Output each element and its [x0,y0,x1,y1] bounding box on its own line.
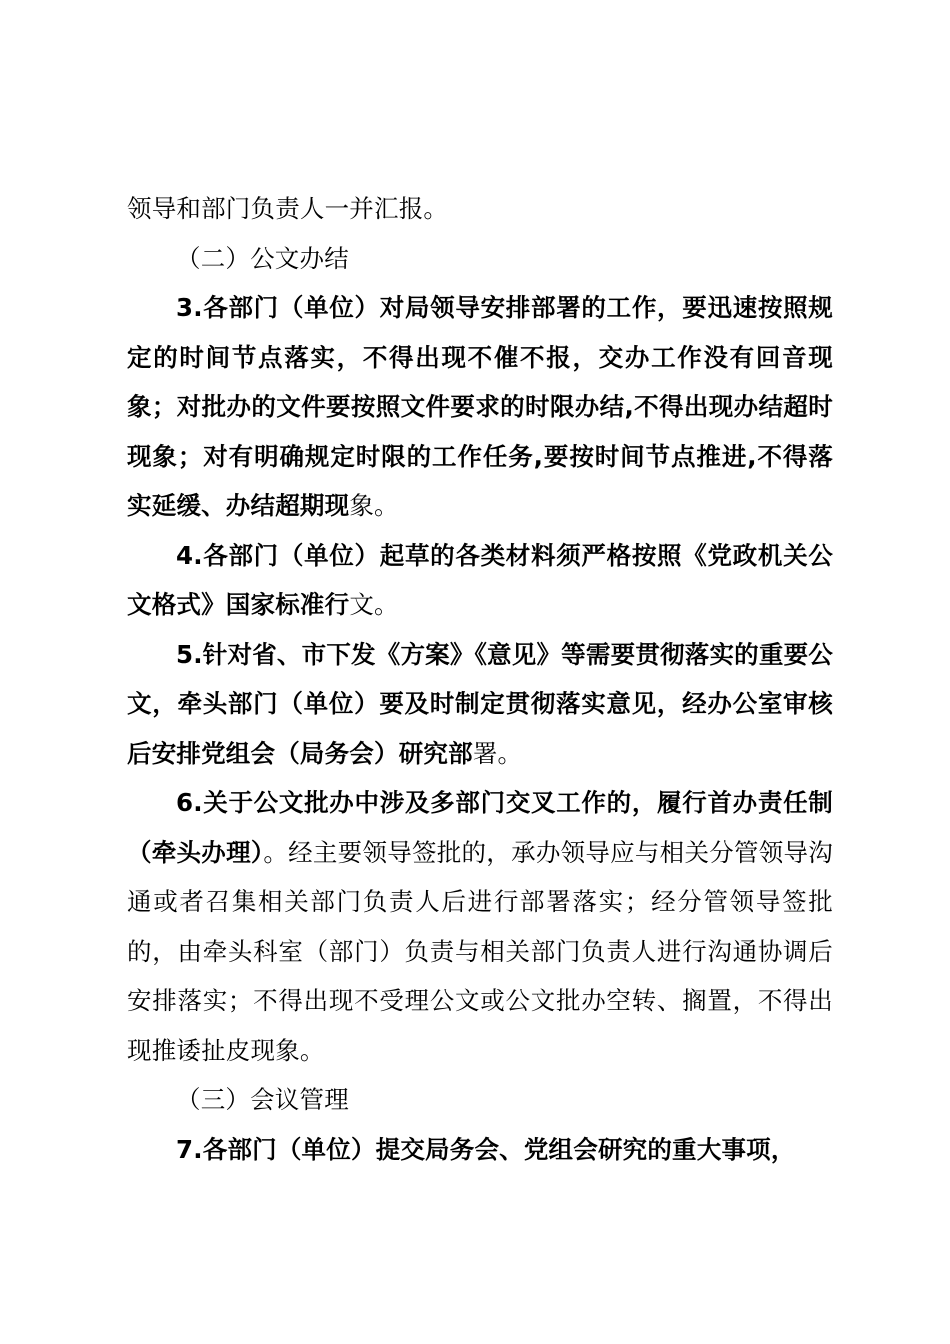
paragraph-item-6 [127,778,833,1075]
document-page [127,184,833,1174]
heading-text: （三）会议管理 [176,1085,349,1114]
bold-text-run: 4.各部门（单位）起草的各类材料须严格按照《党政机关公文格式》国家标准行 [127,540,833,619]
bold-text-run: 7.各部门（单位）提交局务会、党组会研究的重大事项， [176,1134,796,1164]
paragraph-continuation [127,184,833,234]
paragraph-item-4 [127,531,833,630]
text-run: 文。 [349,590,399,619]
bold-text-run: 5.针对省、市下发《方案》《意见》等需要贯彻落实的重要公文，牵头部门（单位）要及时制定贯彻落实意见，经办公室审核后安排党组会（局务会）研究部 [127,639,833,768]
paragraph-item-3 [127,283,833,531]
paragraph-item-7 [127,1125,833,1175]
section-heading-3 [127,1075,833,1125]
paragraph-item-5 [127,630,833,779]
bold-text-run: 6.关于公文批办中涉及多部门交叉工作的，履行首办责任制（牵头办理） [127,788,833,867]
heading-text: （二）公文办结 [176,243,349,273]
text-run: 署。 [472,738,523,768]
text-run: 领导和部门负责人一并汇报。 [127,194,449,223]
section-heading-2 [127,234,833,284]
bold-text-run: 3.各部门（单位）对局领导安排部署的工作，要迅速按照规定的时间节点落实，不得出现不催不报，交办工作没有回音现象；对批办的文件要按照文件要求的时限办结,不得出现办结超时现象；对有明确规定时限的工作任务,要按时间节点推进,不得落实延缓、办结超期现 [127,293,833,520]
text-run: 。经主要领导签批的，承办领导应与相关分管领导沟通或者召集相关部门负责人后进行部署落实；经分管领导签批的，由牵头科室（部门）负责与相关部门负责人进行沟通协调后安排落实；不得出现不受理公文或公文批办空转、搁置，不得出现推诿扯皮现象。 [127,837,833,1065]
text-run: 象。 [349,491,399,520]
